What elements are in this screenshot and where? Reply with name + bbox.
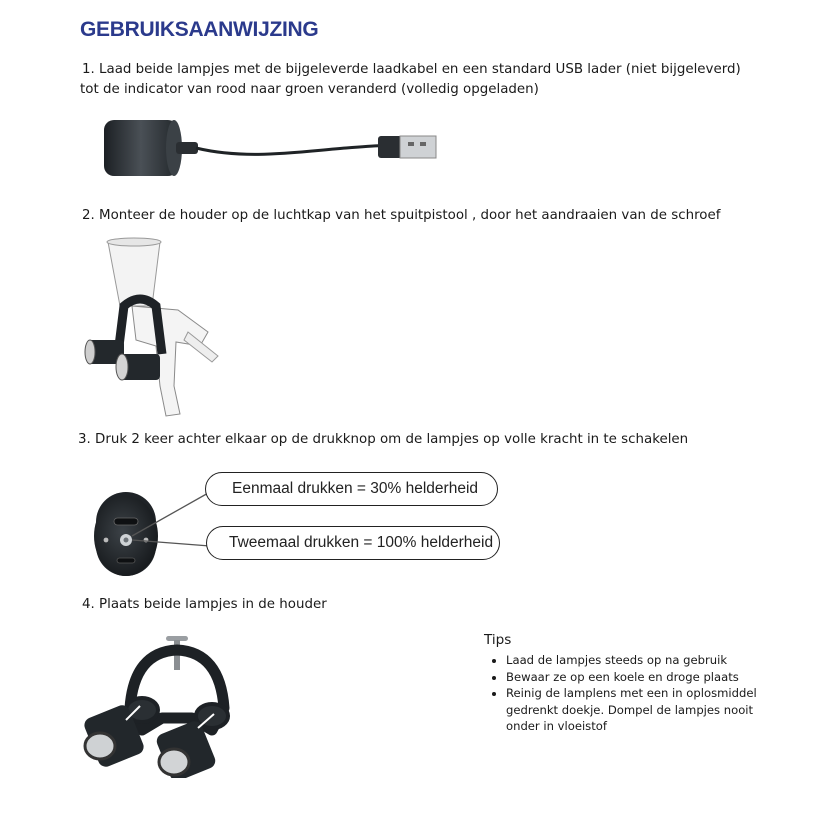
step-1-text <box>82 60 741 100</box>
lamps-in-holder-illustration <box>82 634 234 778</box>
step-4-text: 4. Plaats beide lampjes in de houder <box>82 597 327 612</box>
cable <box>196 146 396 155</box>
spray-gun-with-holder-illustration <box>80 236 230 420</box>
step-1-line-1: 1. Laad beide lampjes met de bijgeleverde laadkabel en een standard USB lader (niet bijgeleverd) <box>82 62 741 77</box>
tip-item: • Laad de lampjes steeds op na gebruik <box>506 652 764 669</box>
tip-item: • Bewaar ze op een koele en droge plaats <box>506 669 764 686</box>
tips-title: Tips <box>484 632 512 648</box>
lamp-button-illustration <box>90 488 220 580</box>
step-1-line-2: tot de indicator van rood naar groen veranderd (volledig opgeladen) <box>80 82 539 97</box>
usb-plug-housing <box>378 136 402 158</box>
tip-item: • Reinig de lamplens met een in oplosmiddel gedrenkt doekje. Dompel de lampjes nooit onder in vloeistof <box>506 685 764 735</box>
step-3-text: 3. Druk 2 keer achter elkaar op de drukknop om de lampjes op volle kracht in te schakelen <box>78 432 689 447</box>
callout-once: Eenmaal drukken = 30% helderheid <box>205 472 498 506</box>
cable-plug <box>176 142 198 154</box>
page-title: GEBRUIKSAANWIJZING <box>80 18 319 41</box>
usb-connector <box>400 136 436 158</box>
tips-section <box>484 632 764 735</box>
usb-port <box>114 518 138 525</box>
step-2-text: 2. Monteer de houder op de luchtkap van het spuitpistool , door het aandraaien van de schroef <box>82 208 721 223</box>
callout-twice: Tweemaal drukken = 100% helderheid <box>206 526 500 560</box>
tips-list <box>484 652 764 735</box>
lamp-with-usb-cable-illustration <box>96 112 446 184</box>
